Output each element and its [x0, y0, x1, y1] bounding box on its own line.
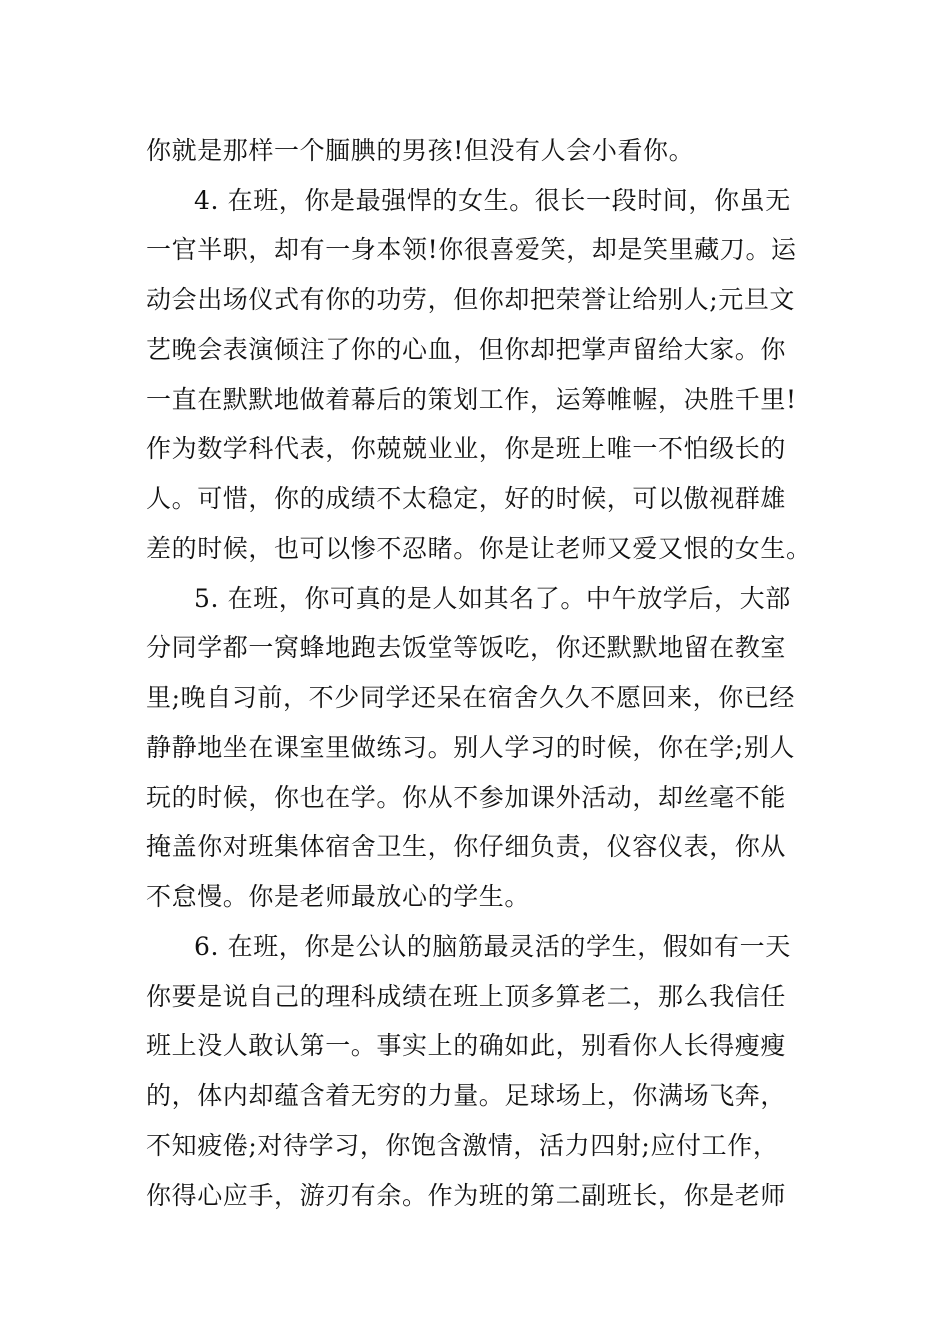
text-line: 你得心应手，游刃有余。作为班的第二副班长，你是老师	[146, 1181, 787, 1210]
text-line: 人。可惜，你的成绩不太稳定，好的时候，可以傲视群雄	[146, 484, 787, 513]
text-line: 你就是那样一个腼腆的男孩!但没有人会小看你。	[146, 136, 695, 165]
paragraph-4-start: 4. 在班，你是最强悍的女生。很长一段时间，你虽无	[194, 186, 791, 215]
text-line: 你要是说自己的理科成绩在班上顶多算老二，那么我信任	[146, 982, 787, 1011]
text-line: 一直在默默地做着幕后的策划工作，运筹帷幄，决胜千里!	[146, 385, 797, 414]
text-line: 动会出场仪式有你的功劳，但你却把荣誉让给别人;元旦文	[146, 285, 796, 314]
text-line: 玩的时候，你也在学。你从不参加课外活动，却丝毫不能	[146, 783, 787, 812]
text-line: 掩盖你对班集体宿舍卫生，你仔细负责，仪容仪表，你从	[146, 832, 787, 861]
text-line: 不知疲倦;对待学习，你饱含激情，活力四射;应付工作，	[146, 1131, 779, 1160]
text-line: 一官半职，却有一身本领!你很喜爱笑，却是笑里藏刀。运	[146, 235, 797, 264]
paragraph-6-start: 6. 在班，你是公认的脑筋最灵活的学生，假如有一天	[194, 932, 791, 961]
text-line: 静静地坐在课室里做练习。别人学习的时候，你在学;别人	[146, 733, 796, 762]
text-line: 的，体内却蕴含着无穷的力量。足球场上，你满场飞奔，	[146, 1081, 787, 1110]
text-line: 里;晚自习前，不少同学还呆在宿舍久久不愿回来，你已经	[146, 683, 796, 712]
text-line: 艺晚会表演倾注了你的心血，但你却把掌声留给大家。你	[146, 335, 787, 364]
paragraph-5-start: 5. 在班，你可真的是人如其名了。中午放学后，大部	[194, 584, 791, 613]
text-line: 差的时候，也可以惨不忍睹。你是让老师又爱又恨的女生。	[146, 534, 812, 563]
text-line: 分同学都一窝蜂地跑去饭堂等饭吃，你还默默地留在教室	[146, 633, 787, 662]
text-line: 班上没人敢认第一。事实上的确如此，别看你人长得瘦瘦	[146, 1031, 787, 1060]
text-line: 不怠慢。你是老师最放心的学生。	[146, 882, 531, 911]
text-line: 作为数学科代表，你兢兢业业，你是班上唯一不怕级长的	[146, 434, 787, 463]
